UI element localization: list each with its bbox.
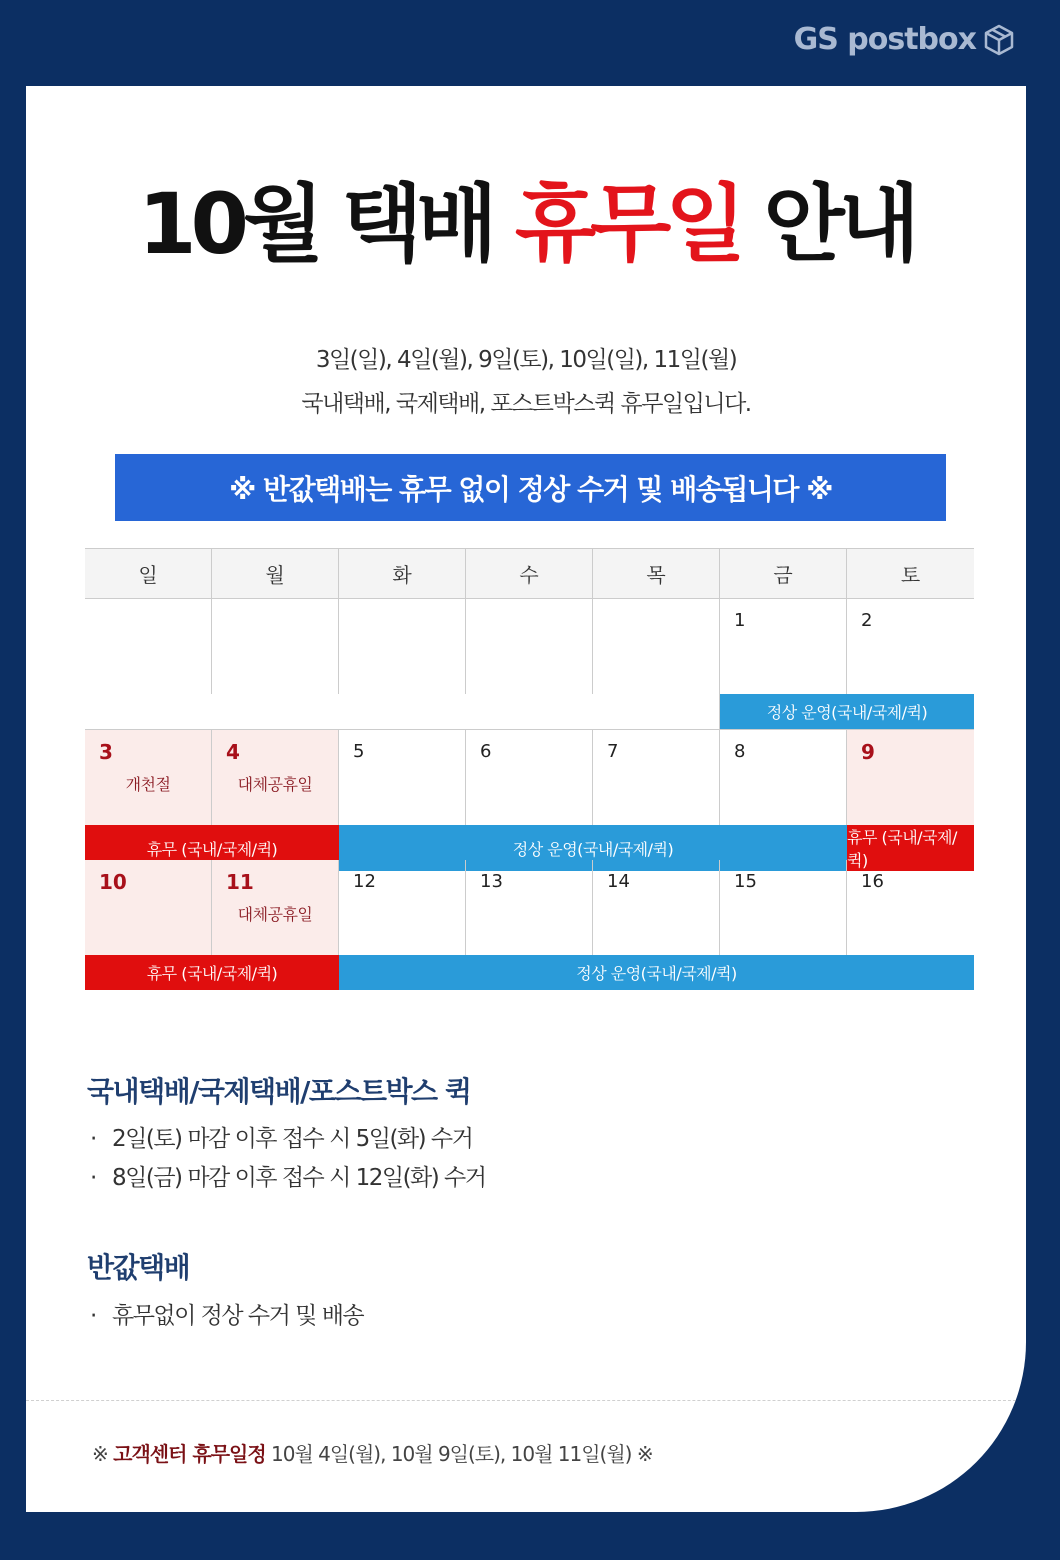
calendar-week-1 bbox=[85, 599, 974, 694]
day-cell bbox=[593, 599, 720, 694]
day-number: 14 bbox=[607, 871, 630, 892]
day-cell bbox=[593, 730, 720, 825]
page-title bbox=[26, 175, 1026, 273]
day-number: 12 bbox=[353, 871, 376, 892]
status-operating: 정상 운영(국내/국제/퀵) bbox=[339, 825, 847, 871]
section-title-half-price: 반값택배 bbox=[87, 1251, 190, 1284]
status-bar-week-1 bbox=[85, 694, 974, 729]
weekday-sat: 토 bbox=[900, 563, 921, 587]
calendar-weekday-header bbox=[85, 548, 974, 599]
weekday-mon: 월 bbox=[212, 549, 339, 598]
day-number: 10 bbox=[99, 870, 127, 894]
half-price-banner: ※ 반값택배는 휴무 없이 정상 수거 및 배송됩니다 ※ bbox=[115, 454, 946, 521]
holiday-note: 개천절 bbox=[125, 775, 171, 794]
status-operating: 정상 운영(국내/국제/퀵) bbox=[720, 694, 974, 729]
holiday-note: 대체공휴일 bbox=[237, 905, 313, 924]
day-cell-holiday bbox=[212, 730, 339, 825]
intro-text bbox=[26, 338, 1026, 426]
day-cell bbox=[339, 730, 466, 825]
weekday-thu: 목 bbox=[593, 549, 720, 598]
list-item-text: 2일(토) 마감 이후 접수 시 5일(화) 수거 bbox=[112, 1126, 473, 1152]
title-suffix: 안내 bbox=[740, 175, 914, 273]
title-prefix: 10월 택배 bbox=[138, 175, 515, 273]
day-cell bbox=[720, 860, 847, 955]
day-cell bbox=[85, 599, 212, 694]
bullet: · bbox=[90, 1303, 96, 1329]
brand-logo-text: GS postbox bbox=[793, 22, 976, 57]
weekday-wed: 수 bbox=[466, 549, 593, 598]
list-item-text: 8일(금) 마감 이후 접수 시 12일(화) 수거 bbox=[112, 1165, 486, 1191]
day-cell bbox=[847, 599, 974, 694]
status-operating: 정상 운영(국내/국제/퀵) bbox=[339, 955, 974, 990]
list-item bbox=[90, 1120, 472, 1153]
day-cell bbox=[212, 599, 339, 694]
day-cell bbox=[466, 730, 593, 825]
calendar-week-3 bbox=[85, 860, 974, 955]
day-cell-holiday bbox=[85, 860, 212, 955]
day-cell bbox=[339, 599, 466, 694]
status-closed: 휴무 (국내/국제/퀵) bbox=[847, 825, 974, 871]
weekday-sun: 일 bbox=[85, 549, 212, 598]
day-number: 4 bbox=[226, 740, 240, 764]
footer-mark: ※ bbox=[92, 1442, 114, 1466]
day-number: 5 bbox=[353, 741, 365, 762]
footer-divider bbox=[26, 1400, 1026, 1401]
customer-center-notice bbox=[92, 1438, 653, 1467]
day-cell bbox=[339, 860, 466, 955]
brand-logo bbox=[794, 22, 1016, 57]
title-highlight: 휴무일 bbox=[514, 175, 741, 273]
day-cell bbox=[466, 599, 593, 694]
weekday-tue: 화 bbox=[339, 549, 466, 598]
intro-line-2: 국내택배, 국제택배, 포스트박스퀵 휴무일입니다. bbox=[301, 391, 751, 417]
day-number: 2 bbox=[861, 610, 873, 631]
day-number: 1 bbox=[734, 610, 746, 631]
day-cell-holiday bbox=[847, 730, 974, 825]
day-number: 6 bbox=[480, 741, 492, 762]
holiday-note: 대체공휴일 bbox=[237, 775, 313, 794]
bullet: · bbox=[90, 1165, 96, 1191]
day-cell bbox=[720, 730, 847, 825]
day-cell bbox=[847, 860, 974, 955]
day-cell-holiday bbox=[212, 860, 339, 955]
day-number: 8 bbox=[734, 741, 746, 762]
day-number: 3 bbox=[99, 740, 113, 764]
day-number: 9 bbox=[861, 740, 875, 764]
day-cell bbox=[466, 860, 593, 955]
day-cell bbox=[593, 860, 720, 955]
holiday-calendar bbox=[85, 548, 974, 990]
list-item bbox=[90, 1297, 363, 1330]
day-number: 11 bbox=[226, 870, 254, 894]
section-title-delivery: 국내택배/국제택배/포스트박스 퀵 bbox=[87, 1075, 471, 1108]
intro-line-1: 3일(일), 4일(월), 9일(토), 10일(일), 11일(월) bbox=[315, 347, 737, 373]
day-number: 7 bbox=[607, 741, 619, 762]
day-number: 13 bbox=[480, 871, 503, 892]
day-cell bbox=[720, 599, 847, 694]
status-bar-week-3 bbox=[85, 955, 974, 990]
day-number: 15 bbox=[734, 871, 757, 892]
day-cell-holiday bbox=[85, 730, 212, 825]
weekday-fri: 금 bbox=[720, 549, 847, 598]
status-bar-week-2 bbox=[85, 825, 974, 870]
status-empty bbox=[85, 694, 720, 729]
bullet: · bbox=[90, 1126, 96, 1152]
notice-card bbox=[26, 86, 1026, 1512]
status-closed: 휴무 (국내/국제/퀵) bbox=[85, 955, 339, 990]
footer-highlight: 고객센터 휴무일정 bbox=[113, 1442, 266, 1466]
list-item bbox=[90, 1159, 486, 1192]
status-closed: 휴무 (국내/국제/퀵) bbox=[85, 825, 339, 871]
day-number: 16 bbox=[861, 871, 884, 892]
list-item-text: 휴무없이 정상 수거 및 배송 bbox=[112, 1303, 364, 1329]
calendar-week-2 bbox=[85, 730, 974, 825]
footer-text: 10월 4일(월), 10월 9일(토), 10월 11일(월) ※ bbox=[265, 1442, 653, 1466]
box-icon bbox=[982, 23, 1016, 57]
